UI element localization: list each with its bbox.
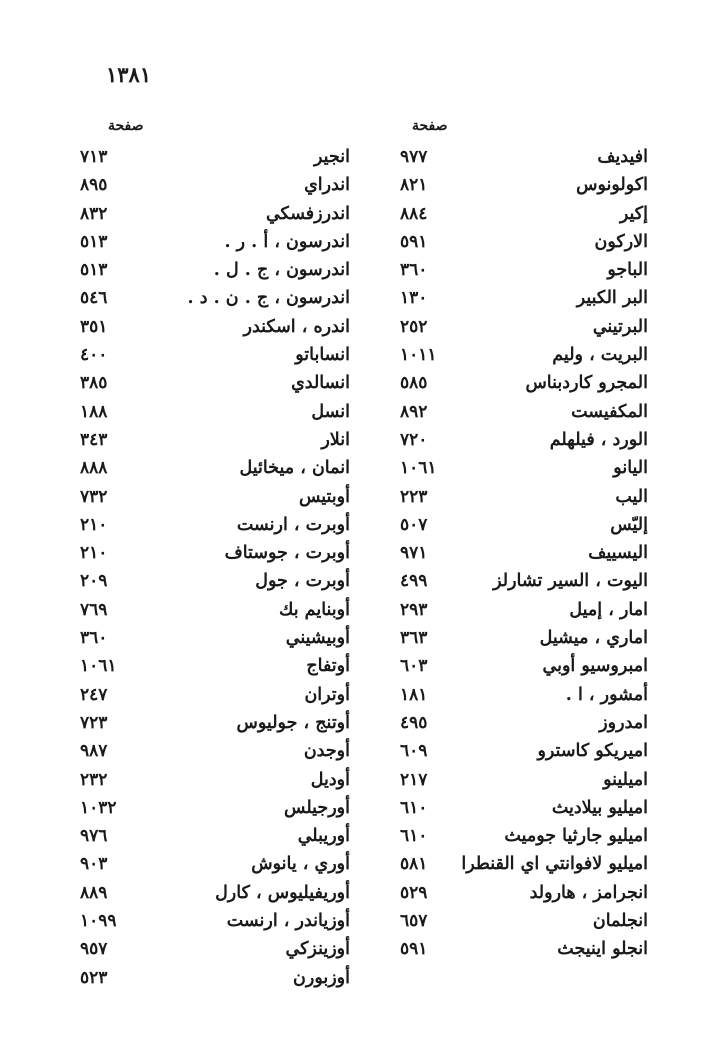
- entry-name: اندرزفسكي: [265, 203, 350, 224]
- entry-page-number: ١٠١١: [400, 345, 437, 366]
- entry-page-number: ٩٧١: [400, 543, 428, 564]
- index-entry: [80, 171, 350, 199]
- entry-name: أوجدن: [303, 741, 350, 762]
- entry-name: البريت ، وليم: [552, 345, 648, 366]
- index-entry: [80, 935, 350, 963]
- entry-page-number: ٣٤٣: [80, 429, 108, 450]
- index-entry: [400, 907, 648, 935]
- index-entry: [80, 539, 350, 567]
- entry-name: امبروسيو أوبي: [542, 656, 648, 677]
- entry-name: إليّس: [610, 514, 648, 535]
- entry-page-number: ١٠٣٢: [80, 797, 117, 818]
- entry-name: أوري ، يانوش: [251, 854, 350, 875]
- entry-page-number: ١٠٩٩: [80, 911, 117, 932]
- index-entry: [80, 143, 350, 171]
- entry-name: اكولونوس: [576, 175, 648, 196]
- index-entry: [80, 398, 350, 426]
- index-entry: [80, 200, 350, 228]
- entry-page-number: ٨٩٥: [80, 175, 108, 196]
- entry-name: اميليو جارثيا جوميث: [504, 826, 648, 847]
- entry-page-number: ٥٩١: [400, 231, 428, 252]
- entry-page-number: ٧٦٩: [80, 599, 108, 620]
- index-entry: [400, 369, 648, 397]
- entry-name: أوزياندر ، ارنست: [226, 911, 350, 932]
- index-entry: [400, 624, 648, 652]
- entry-name: أوزينزكي: [285, 939, 350, 960]
- index-entry: [400, 171, 648, 199]
- index-entry: [400, 794, 648, 822]
- entry-name: انساباتو: [295, 345, 350, 366]
- entry-name: اميليو بيلاديث: [551, 797, 648, 818]
- index-entry: [400, 228, 648, 256]
- entry-page-number: ٧٢٠: [400, 429, 428, 450]
- index-entry: [400, 709, 648, 737]
- index-entry: [400, 681, 648, 709]
- entry-page-number: ٥٤٦: [80, 288, 108, 309]
- index-entry: [80, 313, 350, 341]
- entry-page-number: ٢٤٧: [80, 684, 108, 705]
- entry-page-number: ٣٦٠: [80, 628, 108, 649]
- entry-name: أورجيلس: [284, 797, 350, 818]
- entry-name: أوريبلي: [297, 826, 350, 847]
- index-entry: [80, 454, 350, 482]
- entry-name: امار ، إميل: [569, 599, 648, 620]
- entry-name: اندرسون ، ج . ل .: [213, 260, 350, 281]
- entry-page-number: ٢٥٢: [400, 316, 428, 337]
- entry-page-number: ٢١٠: [80, 514, 108, 535]
- entry-name: المجرو كاردبناس: [525, 373, 648, 394]
- entry-name: امدروز: [599, 712, 648, 733]
- entry-page-number: ٨٣٢: [80, 203, 108, 224]
- entry-page-number: ٨٨٨: [80, 458, 108, 479]
- entry-page-number: ٦١٠: [400, 797, 428, 818]
- entry-name: أوزبورن: [293, 967, 350, 988]
- index-entry: [400, 935, 648, 963]
- entry-page-number: ٦٥٧: [400, 911, 428, 932]
- entry-name: أوبرت ، جول: [255, 571, 350, 592]
- entry-page-number: ٢٩٣: [400, 599, 428, 620]
- left-column-header: صفحة: [108, 118, 144, 134]
- index-entry: [80, 822, 350, 850]
- entry-page-number: ٤٩٩: [400, 571, 428, 592]
- index-entry: [400, 200, 648, 228]
- entry-name: اليوت ، السير تشارلز: [493, 571, 648, 592]
- entry-name: انجلمان: [592, 911, 648, 932]
- index-entry: [400, 426, 648, 454]
- index-entry: [400, 766, 648, 794]
- entry-name: البرتيني: [592, 316, 648, 337]
- entry-page-number: ٣٨٥: [80, 373, 108, 394]
- entry-name: إكير: [619, 203, 648, 224]
- entry-name: انلار: [321, 429, 350, 450]
- entry-page-number: ٥٢٣: [80, 967, 108, 988]
- entry-name: أوبتيس: [298, 486, 350, 507]
- index-entry: [80, 652, 350, 680]
- index-entry: [80, 483, 350, 511]
- index-entry: [80, 794, 350, 822]
- entry-page-number: ٩٨٧: [80, 741, 108, 762]
- index-entry: [80, 369, 350, 397]
- entry-name: أوبيشيني: [285, 628, 350, 649]
- index-entry: [80, 511, 350, 539]
- entry-page-number: ٥٨١: [400, 854, 428, 875]
- entry-name: المكفيست: [571, 401, 648, 422]
- entry-name: أوتنج ، جوليوس: [236, 712, 350, 733]
- entry-page-number: ١٠٦١: [400, 458, 437, 479]
- entry-page-number: ١٨٨: [80, 401, 108, 422]
- index-entry: [400, 879, 648, 907]
- entry-name: اليب: [615, 486, 648, 507]
- index-entry: [80, 228, 350, 256]
- index-entry: [400, 652, 648, 680]
- index-entry: [400, 454, 648, 482]
- entry-page-number: ٨٢١: [400, 175, 428, 196]
- entry-name: انسالدي: [291, 373, 350, 394]
- entry-name: أوتفاج: [306, 656, 350, 677]
- entry-page-number: ٣٦٠: [400, 260, 428, 281]
- right-column-header: صفحة: [412, 118, 448, 134]
- entry-page-number: ٣٦٣: [400, 628, 428, 649]
- entry-name: انجرامز ، هارولد: [529, 882, 648, 903]
- entry-name: أوبرت ، ارنست: [236, 514, 350, 535]
- index-entry: [80, 596, 350, 624]
- entry-name: اندراي: [304, 175, 350, 196]
- entry-name: أوبرت ، جوستاف: [224, 543, 350, 564]
- entry-page-number: ٥٨٥: [400, 373, 428, 394]
- entry-name: أمشور ، ا .: [565, 684, 648, 705]
- index-entry: [80, 681, 350, 709]
- entry-name: اميريكو كاسترو: [537, 741, 648, 762]
- entry-name: اندرسون ، أ . ر .: [224, 231, 350, 252]
- entry-page-number: ٤٠٠: [80, 345, 108, 366]
- entry-page-number: ٥١٣: [80, 260, 108, 281]
- index-entry: [400, 567, 648, 595]
- entry-page-number: ٧٢٣: [80, 712, 108, 733]
- entry-page-number: ٩٧٧: [400, 147, 428, 167]
- index-entry: [80, 567, 350, 595]
- entry-page-number: ٩٠٣: [80, 854, 108, 875]
- entry-page-number: ٣٥١: [80, 316, 108, 337]
- entry-page-number: ٩٥٧: [80, 939, 108, 960]
- index-entry: [80, 709, 350, 737]
- entry-page-number: ١٠٦١: [80, 656, 117, 677]
- index-entry: [80, 737, 350, 765]
- entry-page-number: ٥٠٧: [400, 514, 428, 535]
- entry-page-number: ١٨١: [400, 684, 428, 705]
- index-entry: [400, 511, 648, 539]
- entry-page-number: ٢٣٢: [80, 769, 108, 790]
- entry-name: أوريفيليوس ، كارل: [215, 882, 350, 903]
- index-entry: [400, 398, 648, 426]
- index-entry: [80, 766, 350, 794]
- entry-page-number: ١٣٠: [400, 288, 428, 309]
- page-number: ١٣٨١: [106, 62, 152, 87]
- index-entry: [80, 284, 350, 312]
- index-entry: [400, 341, 648, 369]
- entry-page-number: ٦٠٩: [400, 741, 428, 762]
- index-entry: [400, 539, 648, 567]
- index-entry: [80, 964, 350, 992]
- entry-page-number: ٥١٣: [80, 231, 108, 252]
- entry-page-number: ٢١٠: [80, 543, 108, 564]
- entry-name: انجير: [314, 147, 350, 167]
- index-entry: [80, 256, 350, 284]
- entry-page-number: ٩٧٦: [80, 826, 108, 847]
- right-index-column: [400, 143, 648, 964]
- entry-page-number: ٦١٠: [400, 826, 428, 847]
- index-entry: [80, 341, 350, 369]
- entry-page-number: ٤٩٥: [400, 712, 428, 733]
- index-entry: [80, 426, 350, 454]
- entry-name: اندره ، اسكندر: [243, 316, 350, 337]
- entry-page-number: ٥٩١: [400, 939, 428, 960]
- entry-page-number: ٥٢٩: [400, 882, 428, 903]
- entry-page-number: ٨٨٩: [80, 882, 108, 903]
- entry-name: الاركون: [594, 231, 648, 252]
- entry-name: الورد ، فيلهلم: [549, 429, 648, 450]
- index-entry: [400, 850, 648, 878]
- entry-page-number: ٧٣٢: [80, 486, 108, 507]
- entry-page-number: ٨٩٢: [400, 401, 428, 422]
- entry-name: اندرسون ، ج . ن . د .: [187, 288, 350, 309]
- index-entry: [80, 879, 350, 907]
- index-entry: [400, 284, 648, 312]
- entry-page-number: ٧١٣: [80, 147, 108, 167]
- entry-name: البر الكبير: [576, 288, 648, 309]
- entry-name: اميليو لافوانتي اي القنطرا: [461, 854, 648, 875]
- index-entry: [400, 596, 648, 624]
- entry-name: أوتران: [304, 684, 350, 705]
- entry-name: اليانو: [613, 458, 648, 479]
- entry-page-number: ٢٢٣: [400, 486, 428, 507]
- entry-page-number: ٢٠٩: [80, 571, 108, 592]
- index-entry: [80, 850, 350, 878]
- index-entry: [400, 143, 648, 171]
- entry-name: انجلو اينيجث: [557, 939, 648, 960]
- index-entry: [80, 624, 350, 652]
- entry-name: انسل: [311, 401, 350, 422]
- entry-page-number: ٢١٧: [400, 769, 428, 790]
- entry-name: أوبنايم بك: [278, 599, 350, 620]
- entry-page-number: ٦٠٣: [400, 656, 428, 677]
- index-entry: [400, 822, 648, 850]
- entry-name: أوديل: [310, 769, 350, 790]
- index-entry: [400, 313, 648, 341]
- left-index-column: [80, 143, 350, 992]
- entry-name: اماري ، ميشيل: [539, 628, 648, 649]
- index-entry: [400, 483, 648, 511]
- entry-name: افيديف: [597, 147, 648, 167]
- index-entry: [80, 907, 350, 935]
- entry-name: الباجو: [607, 260, 648, 281]
- entry-name: انمان ، ميخائيل: [239, 458, 350, 479]
- entry-name: اليسييف: [588, 543, 648, 564]
- index-entry: [400, 256, 648, 284]
- index-entry: [400, 737, 648, 765]
- entry-name: اميلينو: [603, 769, 648, 790]
- entry-page-number: ٨٨٤: [400, 203, 428, 224]
